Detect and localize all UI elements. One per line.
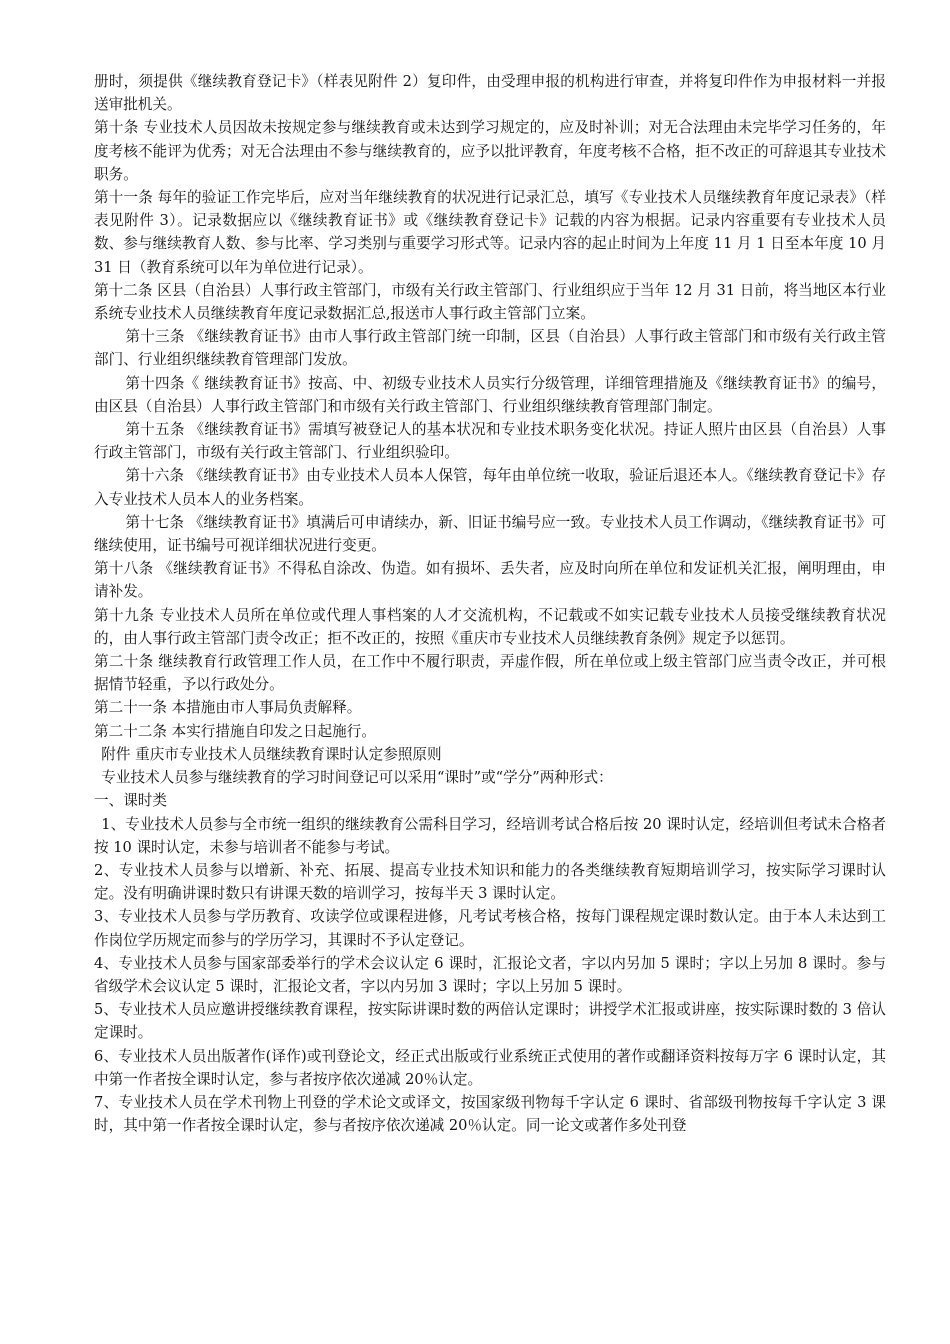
appendix-title: 附件 重庆市专业技术人员继续教育课时认定参照原则 xyxy=(101,745,442,763)
article-19: 第十九条 专业技术人员所在单位或代理人事档案的人才交流机构，不记载或不如实记载专业技术人员接受继续教育状况的，由人事行政主管部门责令改正；拒不改正的，按照《重庆市专业技术人员继续教育条例》规定予以惩罚。 xyxy=(94,606,886,647)
list-item-7: 7、专业技术人员在学术刊物上刊登的学术论文或译文，按国家级刊物每千字认定 6 课时、省部级刊物按每千字认定 3 课时，其中第一作者按全课时认定，参与者按序依次递减 20％认定。同一论文或著作多处刊登 xyxy=(94,1093,886,1135)
list-item-4: 4、专业技术人员参与国家部委举行的学术会议认定 6 课时，汇报论文者，字以内另加 5 课时；字以上另加 8 课时。参与省级学术会议认定 5 课时，汇报论文者，字以内另加 3 课时；字以上另加 5 课时。 xyxy=(94,954,886,995)
paragraph: 册时，须提供《继续教育登记卡》（样表见附件 2）复印件，由受理申报的机构进行审查，并将复印件作为申报材料一并报送审批机关。 xyxy=(94,73,886,114)
article-14: 第十四条《 继续教育证书》按高、中、初级专业技术人员实行分级管理，详细管理措施及《继续教育证书》的编号，由区县（自治县）人事行政主管部门和市级有关行政主管部门、行业组织继续教育管理部门制定。 xyxy=(94,374,886,415)
list-item-5: 5、专业技术人员应邀讲授继续教育课程，按实际讲课时数的两倍认定课时；讲授学术汇报或讲座，按实际课时数的 3 倍认定课时。 xyxy=(94,1001,886,1042)
article-13: 第十三条 《继续教育证书》由市人事行政主管部门统一印制，区县（自治县）人事行政主管部门和市级有关行政主管部门、行业组织继续教育管理部门发放。 xyxy=(94,328,886,369)
article-11: 第十一条 每年的验证工作完毕后，应对当年继续教育的状况进行记录汇总，填写《专业技术人员继续教育年度记录表》（样表见附件 3）。记录数据应以《继续教育证书》或《继续教育登记卡》记载的内容为根据。记录内容重要有专业技术人员数、参与继续教育人数、参与比率、学习类别与重要学习形式等。记录内容的起止时间为上年度 11 月 1 日至本年度 10 月 31 日（教育系统可以年为单位进行记录）。 xyxy=(94,189,886,276)
appendix-intro: 专业技术人员参与继续教育的学习时间登记可以采用“课时”或“学分”两种形式： xyxy=(101,769,613,787)
article-15: 第十五条 《继续教育证书》需填写被登记人的基本状况和专业技术职务变化状况。持证人照片由区县（自治县）人事行政主管部门，市级有关行政主管部门、行业组织验印。 xyxy=(94,421,886,462)
list-item-1: 1、专业技术人员参与全市统一组织的继续教育公需科目学习，经培训考试合格后按 20 课时认定，经培训但考试未合格者按 10 课时认定，未参与培训者不能参与考试。 xyxy=(94,815,886,856)
article-16: 第十六条 《继续教育证书》由专业技术人员本人保管，每年由单位统一收取，验证后退还本人。《继续教育登记卡》存入专业技术人员本人的业务档案。 xyxy=(94,467,886,508)
article-18: 第十八条 《继续教育证书》不得私自涂改、伪造。如有损坏、丢失者，应及时向所在单位和发证机关汇报，阐明理由，申请补发。 xyxy=(94,560,886,601)
article-20: 第二十条 继续教育行政管理工作人员，在工作中不履行职责，弄虚作假，所在单位或上级主管部门应当责令改正，并可根据情节轻重，予以行政处分。 xyxy=(94,653,886,694)
list-item-3: 3、专业技术人员参与学历教育、攻读学位或课程进修，凡考试考核合格，按每门课程规定课时数认定。由于本人未达到工作岗位学历规定而参与的学历学习，其课时不予认定登记。 xyxy=(94,908,886,949)
list-item-2: 2、专业技术人员参与以增新、补充、拓展、提高专业技术知识和能力的各类继续教育短期培训学习，按实际学习课时认定。没有明确讲课时数只有讲课天数的培训学习，按每半天 3 课时认定。 xyxy=(94,861,886,903)
document-page xyxy=(94,70,886,1137)
article-22: 第二十二条 本实行措施自印发之日起施行。 xyxy=(94,722,376,740)
article-21: 第二十一条 本措施由市人事局负责解释。 xyxy=(94,699,362,717)
list-item-6: 6、专业技术人员出版著作(译作)或刊登论文，经正式出版或行业系统正式使用的著作或翻译资料按每万字 6 课时认定，其中第一作者按全课时认定，参与者按序依次递减 20％认定。 xyxy=(94,1047,886,1088)
article-17: 第十七条 《继续教育证书》填满后可申请续办，新、旧证书编号应一致。专业技术人员工作调动，《继续教育证书》可继续使用，证书编号可视详细状况进行变更。 xyxy=(94,513,886,555)
article-12: 第十二条 区县（自治县）人事行政主管部门，市级有关行政主管部门、行业组织应于当年 12 月 31 日前，将当地区本行业系统专业技术人员继续教育年度记录数据汇总,报送市人事行政主管部门立案。 xyxy=(94,281,886,323)
article-10: 第十条 专业技术人员因故未按规定参与继续教育或未达到学习规定的，应及时补训；对无合法理由未完毕学习任务的，年度考核不能评为优秀；对无合法理由不参与继续教育的，应予以批评教育，年度考核不合格，拒不改正的可辞退其专业技术职务。 xyxy=(94,119,886,183)
section-heading: 一、课时类 xyxy=(94,792,167,810)
